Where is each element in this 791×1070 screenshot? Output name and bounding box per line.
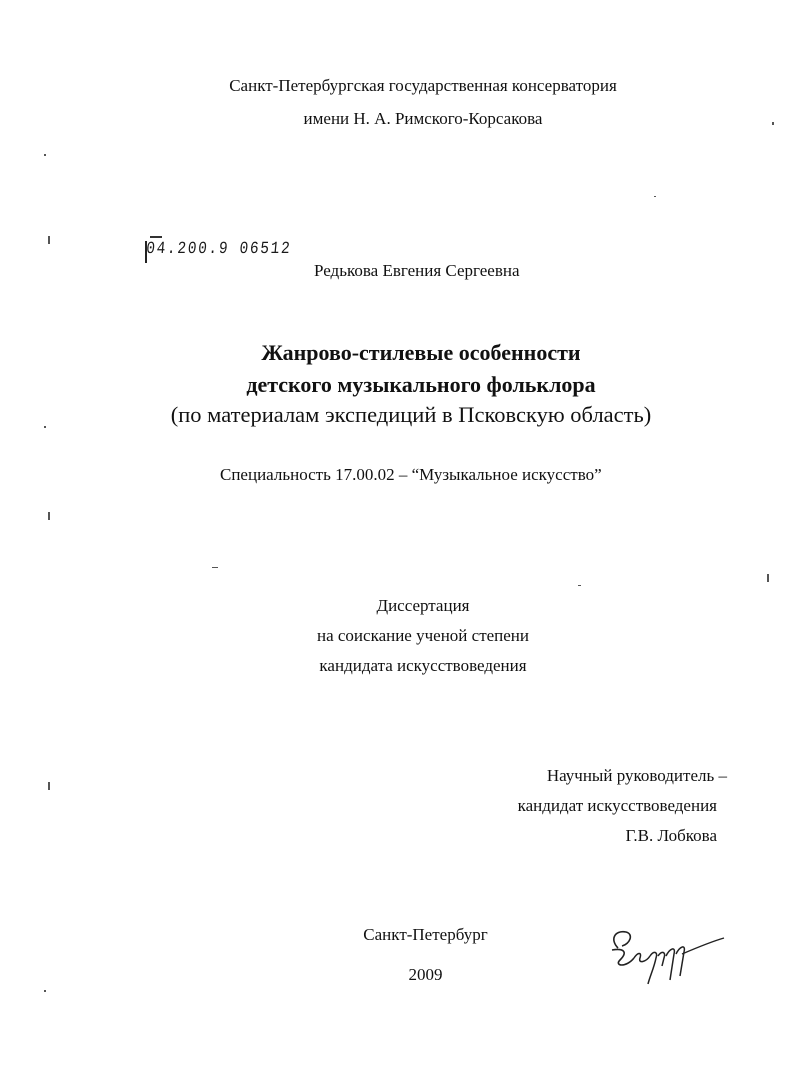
handwritten-signature: [604, 918, 728, 988]
title-line-2: детского музыкального фольклора: [246, 372, 596, 397]
supervisor-name: Г.В. Лобкова: [625, 826, 717, 845]
archive-number: 04.200.9 06512: [145, 240, 293, 259]
scan-speck: [48, 782, 50, 790]
institution-name: Санкт-Петербургская государственная консерватория: [229, 76, 617, 95]
scan-speck: [44, 426, 46, 428]
supervisor-label: Научный руководитель –: [546, 766, 727, 785]
dissertation-label: Диссертация: [376, 596, 470, 615]
institution-honorific: имени Н. А. Римского-Корсакова: [303, 109, 543, 128]
author-name: Редькова Евгения Сергеевна: [314, 261, 520, 280]
dissertation-degree-line: на соискание ученой степени: [316, 626, 530, 645]
dissertation-degree-name: кандидата искусствоведения: [319, 656, 527, 675]
title-subtitle: (по материалам экспедиций в Псковскую область): [170, 402, 652, 427]
scan-speck: [44, 990, 46, 992]
scan-speck: [772, 122, 774, 125]
city: Санкт-Петербург: [363, 925, 488, 944]
scan-speck: [654, 196, 656, 197]
scan-speck: [44, 154, 46, 156]
supervisor-degree: кандидат искусствоведения: [517, 796, 717, 815]
year: 2009: [408, 965, 443, 984]
scan-speck: [48, 236, 50, 244]
scan-speck: [767, 574, 769, 582]
title-line-1: Жанрово-стилевые особенности: [261, 340, 581, 365]
archive-stamp-tick: [150, 236, 162, 238]
specialty-line: Специальность 17.00.02 – “Музыкальное искусство”: [220, 465, 602, 484]
scan-speck: [578, 585, 581, 586]
scan-speck: [48, 512, 50, 520]
scan-speck: [212, 567, 218, 568]
